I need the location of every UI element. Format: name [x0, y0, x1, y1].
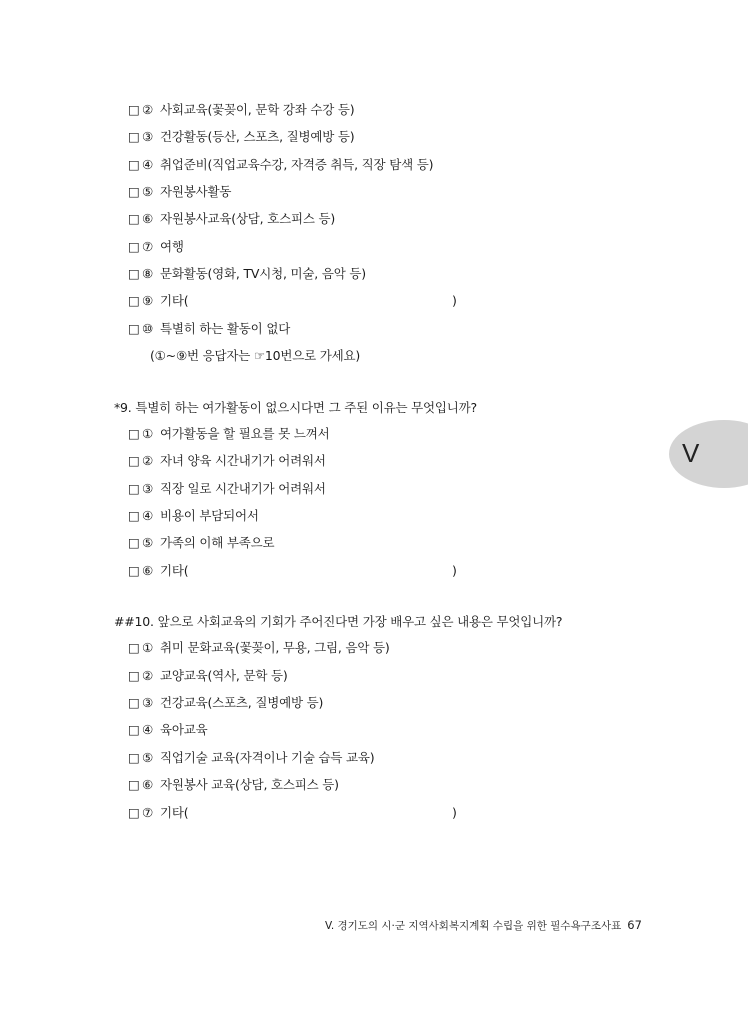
q8-option-9[interactable]: [128, 293, 188, 309]
checkbox[interactable]: □: [128, 563, 140, 578]
option-number: ④: [142, 157, 154, 172]
option-label: 취미 문화교육(꽃꽂이, 무용, 그림, 음악 등): [160, 640, 390, 655]
option-number: ⑤: [142, 184, 154, 199]
q8-option-6[interactable]: [128, 211, 335, 227]
option-label: 자원봉사교육(상담, 호스피스 등): [160, 211, 336, 226]
q9-option-4[interactable]: [128, 508, 259, 524]
footer-title: V. 경기도의 시·군 지역사회복지계획 수립을 위한 필수욕구조사표: [325, 920, 622, 932]
question-9-title: *9. 특별히 하는 여가활동이 없으시다면 그 주된 이유는 무엇입니까?: [114, 400, 477, 415]
checkbox[interactable]: □: [128, 211, 140, 226]
option-label: 문화활동(영화, TV시청, 미술, 음악 등): [160, 266, 366, 281]
option-number: ①: [142, 426, 154, 441]
option-label: 여행: [160, 239, 184, 254]
option-label: 직업기술 교육(자격이나 기술 습득 교육): [160, 750, 375, 765]
option-label: 자녀 양육 시간내기가 어려워서: [160, 453, 326, 468]
option-label: 건강교육(스포츠, 질병예방 등): [160, 695, 324, 710]
option-number: ④: [142, 722, 154, 737]
option-number: ①: [142, 640, 154, 655]
page-footer: [325, 918, 642, 933]
q8-option-2[interactable]: [128, 102, 354, 118]
option-number: ⑤: [142, 750, 154, 765]
section-tab-label: V: [682, 438, 700, 468]
checkbox[interactable]: □: [128, 777, 140, 792]
option-number: ②: [142, 453, 154, 468]
section-tab: [669, 420, 748, 488]
q8-option-5[interactable]: [128, 184, 231, 200]
q10-option-3[interactable]: [128, 695, 323, 711]
checkbox[interactable]: □: [128, 750, 140, 765]
checkbox[interactable]: □: [128, 535, 140, 550]
option-label: 기타(: [160, 293, 189, 308]
option-label: 특별히 하는 활동이 없다: [160, 321, 291, 336]
option-number: ②: [142, 102, 154, 117]
q9-option-5[interactable]: [128, 535, 274, 551]
q10-option-1[interactable]: [128, 640, 390, 656]
option-label: 기타(: [160, 805, 189, 820]
q10-option-7[interactable]: [128, 805, 188, 821]
option-number: ⑥: [142, 777, 154, 792]
checkbox[interactable]: □: [128, 426, 140, 441]
q9-option-1[interactable]: [128, 426, 329, 442]
question-10-title: ##10. 앞으로 사회교육의 기회가 주어진다면 가장 배우고 싶은 내용은 무엇입니까?: [114, 614, 563, 629]
page-number: 67: [627, 918, 642, 932]
checkbox[interactable]: □: [128, 453, 140, 468]
option-number: ③: [142, 695, 154, 710]
other-close-paren: ): [452, 563, 457, 578]
skip-instruction: (①~⑨번 응답자는 ☞10번으로 가세요): [150, 348, 361, 363]
option-number: ⑩: [142, 321, 154, 336]
other-close-paren: ): [452, 293, 457, 308]
q10-option-5[interactable]: [128, 750, 374, 766]
option-number: ⑦: [142, 805, 154, 820]
other-close-paren: ): [452, 805, 457, 820]
option-label: 가족의 이해 부족으로: [160, 535, 275, 550]
q10-option-2[interactable]: [128, 668, 288, 684]
checkbox[interactable]: □: [128, 722, 140, 737]
checkbox[interactable]: □: [128, 157, 140, 172]
checkbox[interactable]: □: [128, 293, 140, 308]
checkbox[interactable]: □: [128, 266, 140, 281]
q10-option-6[interactable]: [128, 777, 339, 793]
option-label: 기타(: [160, 563, 189, 578]
option-label: 직장 일로 시간내기가 어려워서: [160, 481, 326, 496]
q10-option-4[interactable]: [128, 722, 208, 738]
q9-option-6[interactable]: [128, 563, 188, 579]
option-label: 육아교육: [160, 722, 208, 737]
option-number: ⑥: [142, 211, 154, 226]
checkbox[interactable]: □: [128, 805, 140, 820]
checkbox[interactable]: □: [128, 695, 140, 710]
checkbox[interactable]: □: [128, 102, 140, 117]
q9-option-2[interactable]: [128, 453, 326, 469]
q8-option-8[interactable]: [128, 266, 366, 282]
option-number: ⑧: [142, 266, 154, 281]
checkbox[interactable]: □: [128, 239, 140, 254]
checkbox[interactable]: □: [128, 640, 140, 655]
option-label: 건강활동(등산, 스포츠, 질병예방 등): [160, 129, 355, 144]
q8-option-7[interactable]: [128, 239, 184, 255]
option-number: ③: [142, 129, 154, 144]
q8-option-3[interactable]: [128, 129, 354, 145]
option-number: ④: [142, 508, 154, 523]
option-label: 사회교육(꽃꽂이, 문학 강좌 수강 등): [160, 102, 355, 117]
option-label: 교양교육(역사, 문학 등): [160, 668, 288, 683]
checkbox[interactable]: □: [128, 129, 140, 144]
checkbox[interactable]: □: [128, 508, 140, 523]
checkbox[interactable]: □: [128, 481, 140, 496]
option-label: 자원봉사 교육(상담, 호스피스 등): [160, 777, 339, 792]
option-number: ②: [142, 668, 154, 683]
option-number: ⑥: [142, 563, 154, 578]
q9-option-3[interactable]: [128, 481, 326, 497]
option-label: 여가활동을 할 필요를 못 느껴서: [160, 426, 330, 441]
q8-option-10[interactable]: [128, 321, 290, 337]
checkbox[interactable]: □: [128, 668, 140, 683]
option-number: ③: [142, 481, 154, 496]
checkbox[interactable]: □: [128, 184, 140, 199]
option-number: ⑤: [142, 535, 154, 550]
option-label: 비용이 부담되어서: [160, 508, 259, 523]
option-number: ⑦: [142, 239, 154, 254]
option-number: ⑨: [142, 293, 154, 308]
option-label: 취업준비(직업교육수강, 자격증 취득, 직장 탐색 등): [160, 157, 434, 172]
option-label: 자원봉사활동: [160, 184, 232, 199]
checkbox[interactable]: □: [128, 321, 140, 336]
q8-option-4[interactable]: [128, 157, 433, 173]
